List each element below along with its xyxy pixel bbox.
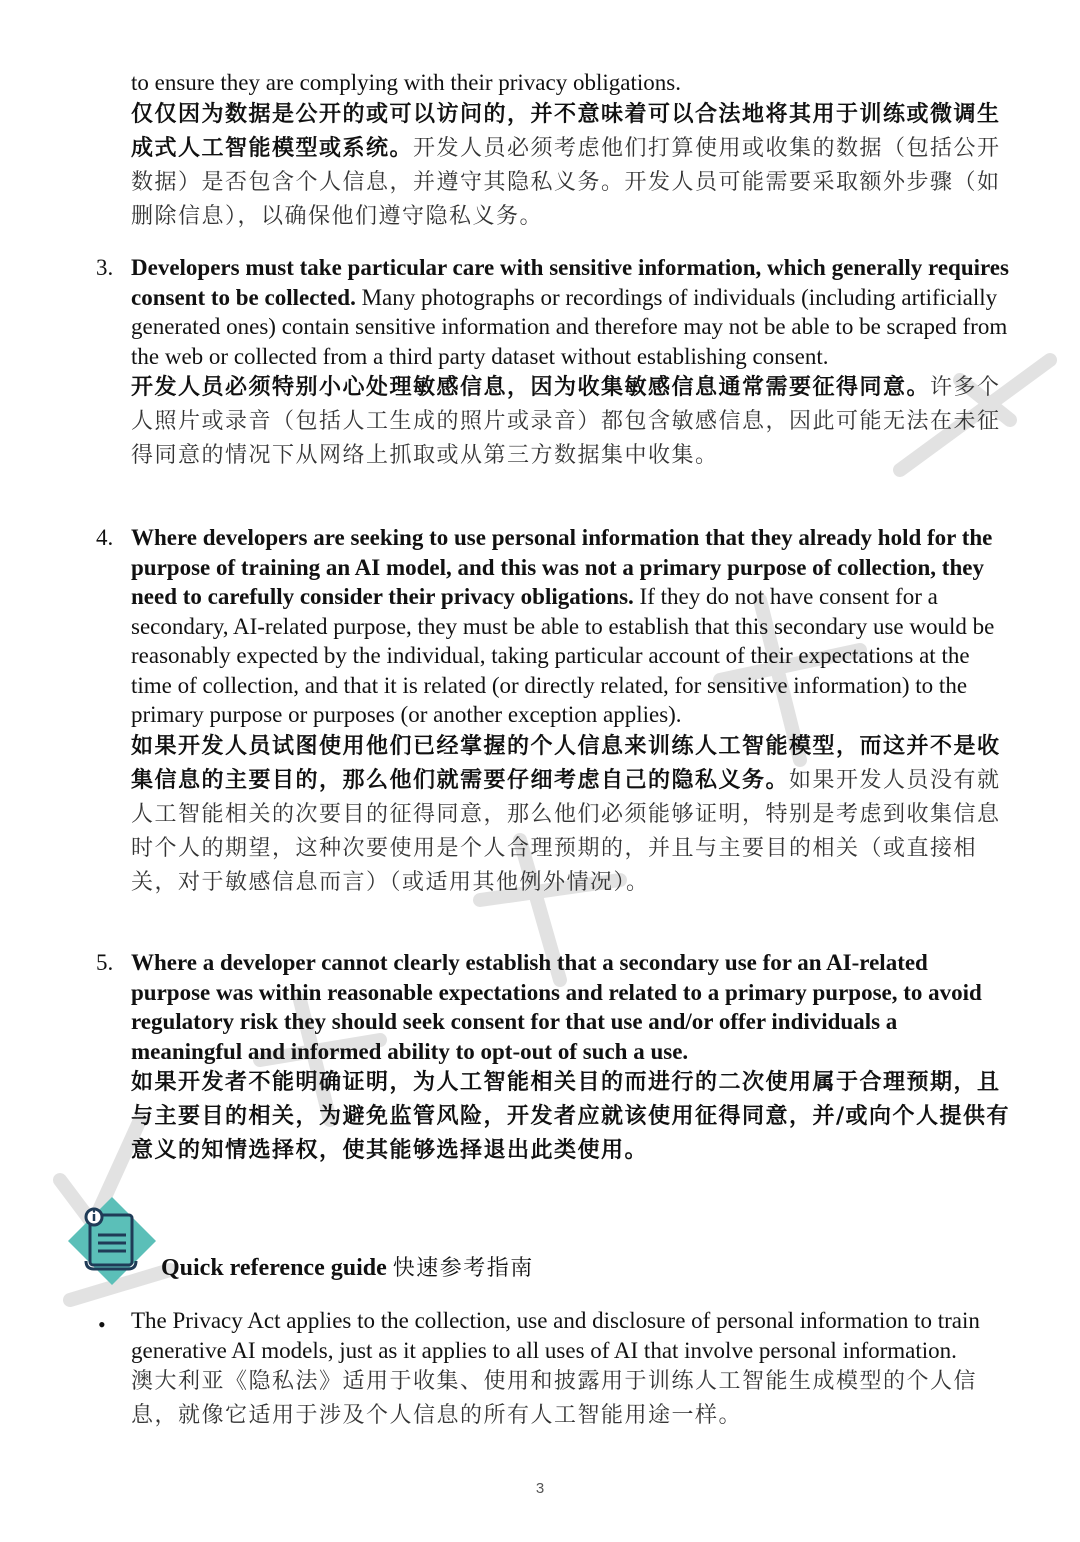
paragraph-continuation xyxy=(131,68,1011,234)
paragraph-zh xyxy=(131,98,1011,234)
document-info-icon xyxy=(66,1195,158,1287)
list-item xyxy=(131,253,1011,473)
list-item-zh-normal: 如果开发人员没有就人工智能相关的次要目的征得同意，那么他们必须能够证明，特别是考虑到收集信息时个人的期望，这种次要使用是个人合理预期的，并且与主要目的相关（或直接相关，对于敏感信息而言）（或适用其他例外情况）。 xyxy=(131,767,1001,895)
list-item xyxy=(131,523,1011,900)
list-number: 5. xyxy=(96,950,114,975)
quick-reference-title-zh: 快速参考指南 xyxy=(392,1256,534,1281)
list-item-en-normal: If they do not have consent for a secondary, AI-related purpose, they must be able to establish that this secondary use would be reasonably expected by the individual, taking particular account of their expectations at the time of collection, and that it is related (or directly related, for sensitive information) to the primary purpose or purposes (or another exception applies). xyxy=(131,584,995,727)
list-item-zh xyxy=(131,1066,1011,1168)
paragraph-zh-bold: 仅仅因为数据是公开的或可以访问的，并不意味着可以合法地将其用于训练或微调生成式人工智能模型或系统。 xyxy=(131,101,1001,161)
list-item-en xyxy=(131,523,1011,730)
bullet-item-zh-text: 澳大利亚《隐私法》适用于收集、使用和披露用于训练人工智能生成模型的个人信息，就像它适用于涉及个人信息的所有人工智能用途一样。 xyxy=(131,1369,978,1428)
list-item-zh xyxy=(131,730,1011,900)
paragraph-en: to ensure they are complying with their privacy obligations. xyxy=(131,70,681,95)
list-item-zh-bold: 开发人员必须特别小心处理敏感信息，因为收集敏感信息通常需要征得同意。 xyxy=(131,375,931,400)
list-item-zh-bold: 如果开发人员试图使用他们已经掌握的个人信息来训练人工智能模型，而这并不是收集信息的主要目的，那么他们就需要仔细考虑自己的隐私义务。 xyxy=(131,733,1001,793)
bullet-item-en: The Privacy Act applies to the collection, use and disclosure of personal information to train generative AI models, just as it applies to all uses of AI that involve personal information. xyxy=(131,1308,980,1363)
list-item-en xyxy=(131,253,1011,371)
list-item-en-bold: Developers must take particular care with sensitive information, which generally requires consent to be collected. xyxy=(131,255,1009,310)
list-item-en xyxy=(131,948,1011,1066)
list-item-zh xyxy=(131,371,1011,473)
quick-reference-title xyxy=(161,1251,534,1282)
bullet-icon: • xyxy=(98,1312,106,1337)
list-number: 3. xyxy=(96,255,114,280)
bullet-item-zh xyxy=(131,1365,1011,1433)
quick-reference-title-en: Quick reference guide xyxy=(161,1255,387,1281)
list-item-en-bold: Where a developer cannot clearly establish that a secondary use for an AI-related purpose was within reasonable expectations and related to a primary purpose, to avoid regulatory risk they should seek consent for that use and/or offer individuals a meaningful and informed ability to opt-out of such a use. xyxy=(131,950,982,1064)
list-item-zh-bold: 如果开发者不能明确证明，为人工智能相关目的而进行的二次使用属于合理预期，且与主要目的相关，为避免监管风险，开发者应就该使用征得同意，并/或向个人提供有意义的知情选择权，使其能够选择退出此类使用。 xyxy=(131,1070,1011,1163)
list-item-en-bold: Where developers are seeking to use personal information that they already hold for the purpose of training an AI model, and this was not a primary purpose of collection, they need to carefully consider their privacy obligations. xyxy=(131,525,993,609)
bullet-item xyxy=(131,1306,1011,1433)
list-item-zh-normal: 许多个人照片或录音（包括人工生成的照片或录音）都包含敏感信息，因此可能无法在未征得同意的情况下从网络上抓取或从第三方数据集中收集。 xyxy=(131,375,1001,468)
list-number: 4. xyxy=(96,525,114,550)
page-number: 3 xyxy=(535,1480,545,1497)
paragraph-zh-normal: 开发人员必须考虑他们打算使用或收集的数据（包括公开数据）是否包含个人信息，并遵守其隐私义务。开发人员可能需要采取额外步骤（如删除信息），以确保他们遵守隐私义务。 xyxy=(131,135,1001,229)
list-item-en-normal: Many photographs or recordings of individuals (including artificially generated ones) contain sensitive information and therefore may not be able to be scraped from the web or collected from a third party dataset without establishing consent. xyxy=(131,284,1008,369)
list-item xyxy=(131,948,1011,1168)
